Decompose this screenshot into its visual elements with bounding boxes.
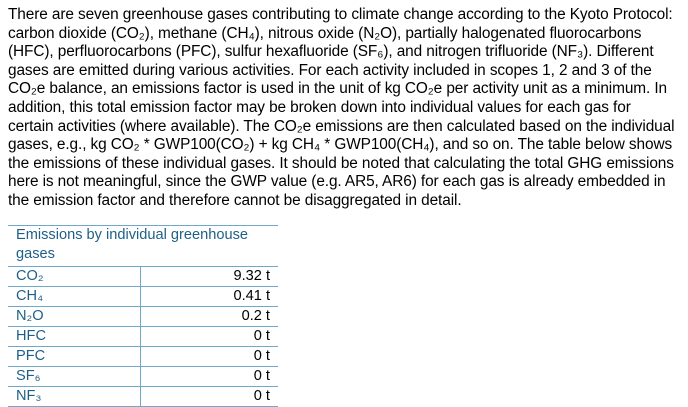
table-row bbox=[8, 266, 278, 286]
gas-value-cell: 0 t bbox=[141, 386, 279, 406]
gas-name-cell: HFC bbox=[8, 326, 141, 346]
gas-value-cell: 0 t bbox=[141, 366, 279, 386]
table-row bbox=[8, 306, 278, 326]
gas-name-cell: CO₂ bbox=[8, 266, 141, 286]
gas-name-cell: SF₆ bbox=[8, 366, 141, 386]
gas-name-cell: CH₄ bbox=[8, 286, 141, 306]
gas-value-cell: 0.2 t bbox=[141, 306, 279, 326]
gas-value-cell: 0.41 t bbox=[141, 286, 279, 306]
gas-name-cell: PFC bbox=[8, 346, 141, 366]
gas-value-cell: 0 t bbox=[141, 346, 279, 366]
intro-paragraph: There are seven greenhouse gases contributing to climate change according to the Kyoto Protocol: carbon dioxide (CO₂), methane (CH₄), nitrous oxide (N₂O), partially halogenated fluorocarbons (HFC), perfluorocarbons (PFC), sulfur hexafluoride (SF₆), and nitrogen trifluoride (NF₃). Different gases are emitted during various activities. For each activity included in scopes 1, 2 and 3 of the CO₂e balance, an emissions factor is used in the unit of kg CO₂e per activity unit as a minimum. In addition, this total emission factor may be broken down into individual values for each gas for certain activities (where available). The CO₂e emissions are then calculated based on the individual gases, e.g., kg CO₂ * GWP100(CO₂) + kg CH₄ * GWP100(CH₄), and so on. The table below shows the emissions of these individual gases. It should be noted that calculating the total GHG emissions here is not meaningful, since the GWP value (e.g. AR5, AR6) for each gas is already embedded in the emission factor and therefore cannot be disaggregated in detail. bbox=[8, 6, 675, 209]
table-header: Emissions by individual greenhouse gases bbox=[8, 225, 278, 266]
table-row bbox=[8, 326, 278, 346]
gas-name-cell: N₂O bbox=[8, 306, 141, 326]
gas-name-cell: NF₃ bbox=[8, 386, 141, 406]
gas-value-cell: 0 t bbox=[141, 326, 279, 346]
table-header-row bbox=[8, 225, 278, 266]
table-row bbox=[8, 346, 278, 366]
table-row bbox=[8, 366, 278, 386]
gas-value-cell: 9.32 t bbox=[141, 266, 279, 286]
table-row bbox=[8, 286, 278, 306]
table-row bbox=[8, 386, 278, 406]
emissions-table bbox=[8, 225, 278, 407]
